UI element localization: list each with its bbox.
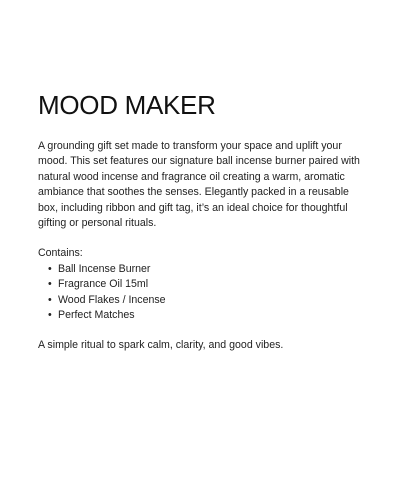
list-item [48, 262, 362, 277]
contents-list [38, 262, 362, 324]
bullet-icon: • [48, 262, 52, 275]
list-item-label: Fragrance Oil 15ml [58, 278, 149, 291]
closing-statement: A simple ritual to spark calm, clarity, and good vibes. [38, 339, 284, 352]
list-item [48, 277, 362, 292]
bullet-icon: • [48, 278, 52, 291]
bullet-icon: • [48, 293, 52, 306]
product-title: MOOD MAKER [38, 90, 216, 120]
list-item [48, 293, 362, 308]
bullet-icon: • [48, 309, 52, 322]
product-description: A grounding gift set made to transform your space and uplift your mood. This set features our signature ball incense burner paired with natural wood incense and fragrance oil creating a warm, aromatic ambiance that soothes the senses. Elegantly packed in a reusable box, including ribbon and gift tag, it’s an ideal choice for thoughtful gifting or personal rituals. [38, 140, 360, 230]
list-item-label: Wood Flakes / Incense [58, 293, 166, 306]
list-item [48, 308, 362, 323]
list-item-label: Ball Incense Burner [58, 262, 151, 275]
list-item-label: Perfect Matches [58, 309, 135, 322]
contains-label: Contains: [38, 247, 83, 260]
